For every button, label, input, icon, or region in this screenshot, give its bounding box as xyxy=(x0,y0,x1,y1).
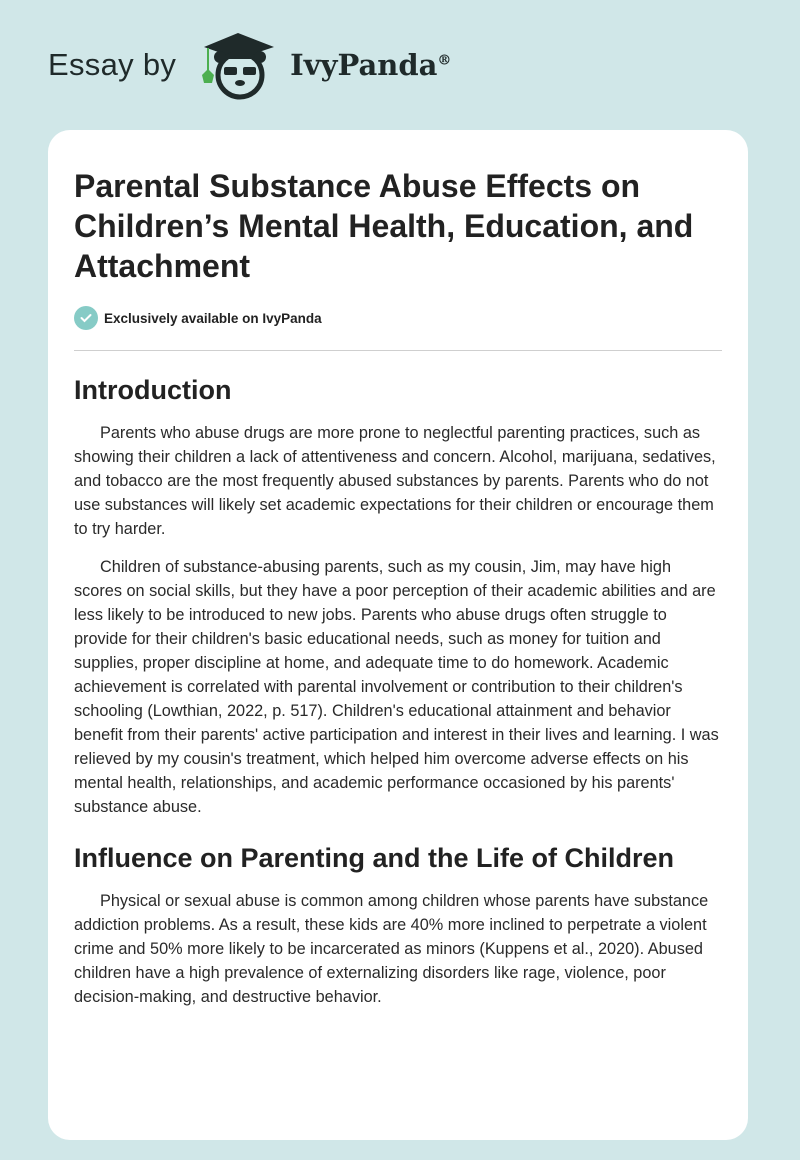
brand-text: IvyPanda xyxy=(290,48,438,82)
essay-card xyxy=(48,130,748,1140)
panda-logo-icon[interactable] xyxy=(194,29,282,101)
site-header xyxy=(48,30,451,100)
essay-title: Parental Substance Abuse Effects on Children’s Mental Health, Education, and Attachment xyxy=(74,168,694,284)
section-heading: Introduction xyxy=(74,375,232,405)
divider xyxy=(74,350,722,351)
paragraph: Physical or sexual abuse is common among children whose parents have substance addiction problems. As a result, these kids are 40% more inclined to perpetrate a violent crime and 50% more likely to be incarcerated as minors (Kuppens et al., 2020). Abused children have a high prevalence of externalizing disorders like rage, violence, poor decision-making, and destructive behavior. xyxy=(74,892,709,1006)
paragraph: Children of substance-abusing parents, such as my cousin, Jim, may have high scores on social skills, but they have a poor perception of their academic abilities and are less likely to be introduced to new jobs. Parents who abuse drugs often struggle to provide for their children's basic educational needs, such as money for tuition and supplies, proper discipline at home, and adequate time to do homework. Academic achievement is correlated with parental involvement or contribution to their children's schooling (Lowthian, 2022, p. 517). Children's educational attainment and behavior benefit from their parents' active participation and interest in their lives and learning. I was relieved by my cousin's treatment, which helped him overcome adverse effects on his mental health, relationships, and academic performance occasioned by his parents' substance abuse. xyxy=(74,558,719,816)
registered-mark: ® xyxy=(437,52,452,69)
essay-by-label: Essay by xyxy=(48,47,177,82)
exclusive-badge xyxy=(74,306,722,330)
check-icon xyxy=(74,306,98,330)
section-heading: Influence on Parenting and the Life of Children xyxy=(74,843,675,873)
paragraph: Parents who abuse drugs are more prone to neglectful parenting practices, such as showing their children a lack of attentiveness and concern. Alcohol, marijuana, sedatives, and tobacco are the most frequently abused substances by parents. Parents who do not use substances will likely set academic expectations for their children or encourage them to try harder. xyxy=(74,424,716,538)
brand-name[interactable] xyxy=(290,48,451,82)
exclusive-badge-text: Exclusively available on IvyPanda xyxy=(104,310,322,326)
